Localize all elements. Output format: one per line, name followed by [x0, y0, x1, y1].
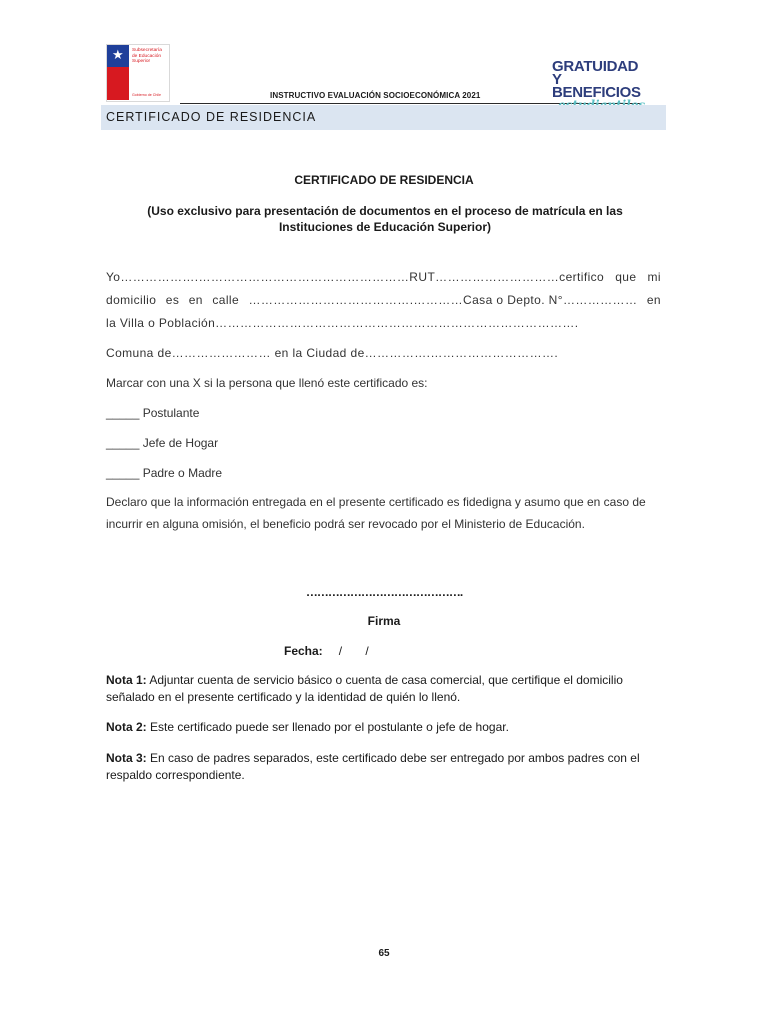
declaration-text: Declaro que la información entregada en el presente certificado es fidedigna y asumo que en caso de incurrir en alguna omisión, el beneficio podrá ser revocado por el Ministerio de Educación.	[106, 495, 646, 531]
date-field: Fecha: / /	[284, 644, 369, 658]
option-jefe-hogar: _____ Jefe de Hogar	[106, 436, 219, 450]
section-band: CERTIFICADO DE RESIDENCIA	[101, 105, 666, 130]
gratuidad-logo: GRATUIDAD Y BENEFICIOS	[552, 58, 641, 101]
option-padre-madre: _____ Padre o Madre	[106, 466, 223, 480]
signature-label: Firma	[367, 614, 401, 628]
star-icon: ★	[112, 47, 124, 62]
signature-line: …………………………………….	[305, 585, 463, 599]
page-number: 65	[378, 948, 390, 959]
form-line-villa: la Villa o Población…………………………………………………………………………….	[106, 316, 579, 330]
form-line-comuna: Comuna de…………………… en la Ciudad de…………….………………………….	[106, 346, 559, 360]
mark-prompt: Marcar con una X si la persona que llenó este certificado es:	[106, 376, 428, 390]
document-header-title: INSTRUCTIVO EVALUACIÓN SOCIOECONÓMICA 2021	[270, 91, 481, 100]
page-subtitle: (Uso exclusivo para presentación de documentos en el proceso de matrícula en las Instituciones de Educación Superior)	[147, 204, 623, 234]
form-line-address: domicilio es en calle ………………………………….…………Casa o Depto. N°……………… en	[106, 293, 661, 307]
form-line-name-rut: Yo……………….……………………………………………RUT…………………………certifico que mi	[106, 270, 661, 284]
option-postulante: _____ Postulante	[106, 406, 200, 420]
note-2: Nota 2: Este certificado puede ser llenado por el postulante o jefe de hogar.	[106, 720, 509, 734]
page-title: CERTIFICADO DE RESIDENCIA	[294, 173, 474, 187]
note-3: Nota 3: En caso de padres separados, este certificado debe ser entregado por ambos padres con el respaldo correspondiente.	[106, 751, 640, 782]
government-logo: ★ Subsecretaría de Educación Superior Gobierno de Chile	[106, 44, 170, 102]
note-1: Nota 1: Adjuntar cuenta de servicio básico o cuenta de casa comercial, que certifique el domicilio señalado en el presente certificado y la identidad de quién lo llenó.	[106, 673, 623, 704]
